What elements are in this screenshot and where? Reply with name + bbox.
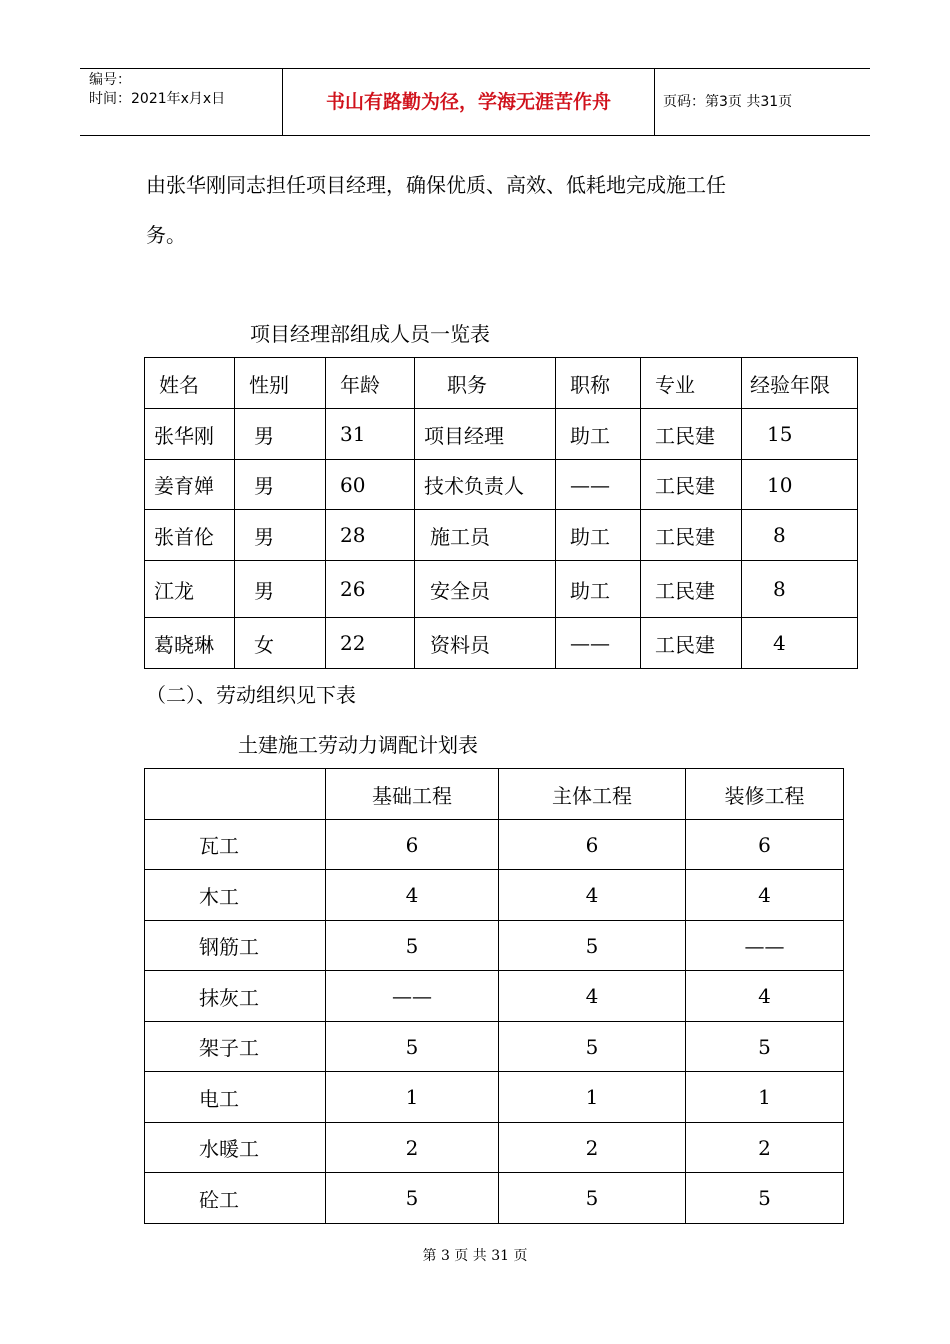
cell-structure: 4 [499, 870, 686, 921]
cell-name: 葛晓琳 [145, 618, 235, 669]
cell-foundation: 5 [326, 1173, 499, 1224]
cell-position: 项目经理 [415, 409, 556, 460]
cell-title: —— [556, 618, 641, 669]
header-cell-blank [145, 769, 326, 820]
table-row [145, 1123, 844, 1173]
cell-age: 22 [326, 618, 415, 669]
cell-structure: 6 [499, 820, 686, 870]
cell-title: 助工 [556, 510, 641, 561]
staff-table-header-row [145, 358, 858, 409]
cell-position: 技术负责人 [415, 460, 556, 510]
cell-foundation: 1 [326, 1072, 499, 1123]
cell-name: 江龙 [145, 561, 235, 618]
table-row [145, 921, 844, 971]
cell-decoration: —— [686, 921, 844, 971]
cell-position: 资料员 [415, 618, 556, 669]
labor-subheading: （二）、劳动组织见下表 [146, 683, 356, 707]
cell-experience: 15 [742, 409, 858, 460]
cell-decoration: 6 [686, 820, 844, 870]
header-cell-experience: 经验年限 [742, 358, 858, 409]
table-row [145, 971, 844, 1022]
cell-gender: 男 [235, 510, 326, 561]
cell-decoration: 4 [686, 870, 844, 921]
header-cell-specialty: 专业 [641, 358, 742, 409]
cell-specialty: 工民建 [641, 561, 742, 618]
header-cell-position: 职务 [415, 358, 556, 409]
cell-structure: 4 [499, 971, 686, 1022]
header-cell-gender: 性别 [235, 358, 326, 409]
header-motto: 书山有路勤为径，学海无涯苦作舟 [283, 69, 655, 135]
staff-table [144, 357, 858, 669]
cell-specialty: 工民建 [641, 510, 742, 561]
cell-trade: 架子工 [145, 1022, 326, 1072]
cell-decoration: 1 [686, 1072, 844, 1123]
table-row [145, 460, 858, 510]
labor-table [144, 768, 844, 1224]
cell-age: 60 [326, 460, 415, 510]
header-cell-name: 姓名 [145, 358, 235, 409]
cell-trade: 钢筋工 [145, 921, 326, 971]
cell-title: 助工 [556, 561, 641, 618]
cell-trade: 水暖工 [145, 1123, 326, 1173]
cell-decoration: 4 [686, 971, 844, 1022]
staff-table-title: 项目经理部组成人员一览表 [250, 322, 490, 346]
cell-name: 姜育婵 [145, 460, 235, 510]
table-row [145, 409, 858, 460]
cell-decoration: 5 [686, 1022, 844, 1072]
cell-specialty: 工民建 [641, 618, 742, 669]
table-row [145, 820, 844, 870]
header-page-number: 页码：第3页 共31页 [663, 94, 793, 110]
cell-experience: 8 [742, 510, 858, 561]
table-row [145, 870, 844, 921]
cell-specialty: 工民建 [641, 460, 742, 510]
cell-structure: 5 [499, 921, 686, 971]
table-row [145, 1173, 844, 1224]
cell-position: 安全员 [415, 561, 556, 618]
cell-structure: 5 [499, 1173, 686, 1224]
cell-gender: 男 [235, 460, 326, 510]
cell-trade: 抹灰工 [145, 971, 326, 1022]
document-time: 时间：2021年x月x日 [89, 91, 226, 107]
cell-foundation: 4 [326, 870, 499, 921]
cell-foundation: 6 [326, 820, 499, 870]
intro-line-1: 由张华刚同志担任项目经理，确保优质、高效、低耗地完成施工任 [146, 173, 726, 197]
cell-trade: 电工 [145, 1072, 326, 1123]
cell-gender: 男 [235, 561, 326, 618]
cell-trade: 瓦工 [145, 820, 326, 870]
labor-table-header-row [145, 769, 844, 820]
cell-title: —— [556, 460, 641, 510]
header-cell-foundation: 基础工程 [326, 769, 499, 820]
cell-foundation: —— [326, 971, 499, 1022]
header-meta [80, 69, 283, 135]
header-cell-title: 职称 [556, 358, 641, 409]
cell-name: 张首伦 [145, 510, 235, 561]
header-cell-structure: 主体工程 [499, 769, 686, 820]
labor-table-title: 土建施工劳动力调配计划表 [238, 733, 478, 757]
cell-name: 张华刚 [145, 409, 235, 460]
cell-experience: 10 [742, 460, 858, 510]
cell-structure: 1 [499, 1072, 686, 1123]
cell-position: 施工员 [415, 510, 556, 561]
cell-age: 31 [326, 409, 415, 460]
header-cell-age: 年龄 [326, 358, 415, 409]
cell-decoration: 2 [686, 1123, 844, 1173]
cell-structure: 5 [499, 1022, 686, 1072]
cell-specialty: 工民建 [641, 409, 742, 460]
cell-experience: 4 [742, 618, 858, 669]
cell-experience: 8 [742, 561, 858, 618]
page-footer: 第 3 页 共 31 页 [422, 1248, 528, 1264]
cell-foundation: 5 [326, 1022, 499, 1072]
intro-line-2: 务。 [146, 223, 186, 247]
cell-title: 助工 [556, 409, 641, 460]
cell-trade: 砼工 [145, 1173, 326, 1224]
cell-gender: 女 [235, 618, 326, 669]
table-row [145, 1072, 844, 1123]
header-cell-decoration: 装修工程 [686, 769, 844, 820]
table-row [145, 510, 858, 561]
table-row [145, 1022, 844, 1072]
page-header [80, 68, 870, 136]
cell-age: 26 [326, 561, 415, 618]
cell-age: 28 [326, 510, 415, 561]
cell-trade: 木工 [145, 870, 326, 921]
cell-gender: 男 [235, 409, 326, 460]
cell-foundation: 5 [326, 921, 499, 971]
table-row [145, 561, 858, 618]
cell-structure: 2 [499, 1123, 686, 1173]
table-row [145, 618, 858, 669]
cell-foundation: 2 [326, 1123, 499, 1173]
document-number: 编号： [89, 72, 131, 88]
cell-decoration: 5 [686, 1173, 844, 1224]
